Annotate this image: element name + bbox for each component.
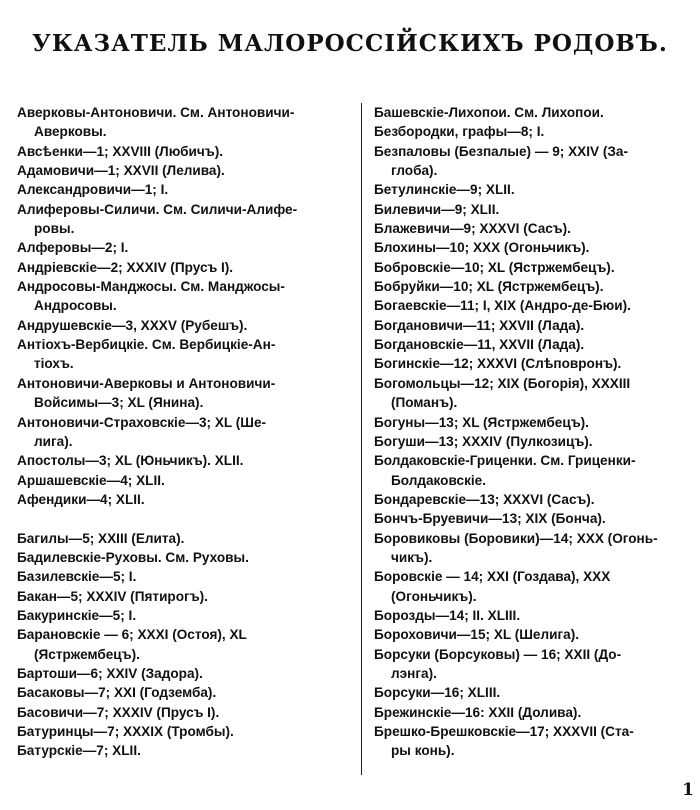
index-entry	[374, 606, 690, 625]
index-entry	[374, 451, 690, 490]
index-entry	[374, 122, 690, 141]
entry-continuation: лэнга).	[391, 665, 437, 681]
entry-line: Богдановскіе—11, XXVII (Лада).	[374, 337, 585, 353]
index-entry	[374, 432, 690, 451]
entry-line: Блажевичи—9; XXXVI (Сасъ).	[374, 221, 571, 237]
index-entry	[17, 471, 355, 490]
entry-continuation: тіохъ.	[34, 356, 74, 372]
index-entry	[17, 103, 355, 142]
entry-line: Аверковы-Антоновичи. См. Антоновичи-	[17, 105, 295, 120]
entry-line: Багилы—5; XXIII (Елита).	[17, 530, 185, 546]
index-entry	[17, 490, 355, 509]
index-entry	[374, 335, 690, 354]
index-entry	[17, 374, 355, 413]
entry-continuation: (Поманъ).	[391, 395, 458, 411]
index-entry	[374, 142, 690, 181]
entry-line: Антоновичи-Страховскіе—3; XL (Ше-	[17, 414, 267, 430]
right-column	[374, 103, 690, 761]
entry-continuation: глоба).	[391, 163, 438, 179]
entry-line: Бетулинскіе—9; XLII.	[374, 182, 515, 198]
index-entry	[17, 413, 355, 452]
index-entry	[374, 180, 690, 199]
index-entry	[17, 529, 355, 548]
entry-line: Басовичи—7; XXXIV (Прусъ I).	[17, 704, 220, 720]
entry-line: Болдаковскіе-Гриценки. См. Гриценки-	[374, 453, 636, 469]
entry-line: Боровскіе — 14; XXI (Гоздава), XXX	[374, 569, 611, 585]
index-entry	[374, 509, 690, 528]
index-entry	[17, 316, 355, 335]
entry-continuation: (Ястржембецъ).	[34, 646, 140, 662]
index-entry	[374, 103, 690, 122]
entry-line: Борсуки (Борсуковы) — 16; XXII (До-	[374, 646, 622, 662]
entry-continuation: (Огоньчикъ).	[391, 588, 477, 604]
index-entry	[374, 277, 690, 296]
entry-continuation: ры конь).	[391, 743, 455, 759]
entry-continuation: чикъ).	[391, 549, 433, 565]
index-entry	[17, 567, 355, 586]
index-entry	[17, 161, 355, 180]
entry-continuation: Андросовы.	[34, 298, 117, 314]
entry-line: Базилевскіе—5; I.	[17, 569, 137, 585]
entry-continuation: ровы.	[34, 221, 75, 237]
index-entry	[374, 354, 690, 373]
index-entry	[374, 625, 690, 644]
entry-line: Бадилевскіе-Руховы. См. Руховы.	[17, 549, 249, 565]
entry-line: Апостолы—3; XL (Юньчикъ). XLII.	[17, 453, 244, 469]
entry-line: Брежинскіе—16: XXII (Долива).	[374, 704, 582, 720]
entry-continuation: Войсимы—3; XL (Янина).	[34, 395, 204, 411]
index-entry	[17, 238, 355, 257]
entry-line: Богинскіе—12; XXXVI (Слѣповронъ).	[374, 356, 622, 372]
index-entry	[374, 703, 690, 722]
entry-line: Алферовы—2; I.	[17, 240, 129, 256]
index-entry	[374, 567, 690, 606]
index-entry	[17, 606, 355, 625]
entry-line: Алиферовы-Силичи. См. Силичи-Алифе-	[17, 201, 298, 217]
index-entry	[374, 413, 690, 432]
entry-line: Богдановичи—11; XXVII (Лада).	[374, 317, 585, 333]
section-gap	[17, 509, 355, 528]
entry-line: Батурскіе—7; XLII.	[17, 743, 141, 759]
index-entry	[374, 296, 690, 315]
index-entry	[17, 722, 355, 741]
entry-line: Барановскіе — 6; XXXI (Остоя), XL	[17, 627, 247, 643]
index-entry	[17, 180, 355, 199]
page-number: 1	[682, 780, 694, 800]
index-entry	[17, 664, 355, 683]
index-entry	[17, 683, 355, 702]
entry-line: Бончъ-Бруевичи—13; XIX (Бонча).	[374, 511, 606, 527]
entry-line: Бобровскіе—10; XL (Ястржембецъ).	[374, 259, 615, 275]
entry-line: Борсуки—16; XLIII.	[374, 685, 501, 701]
index-entry	[374, 645, 690, 684]
entry-continuation: лига).	[34, 433, 73, 449]
entry-line: Богомольцы—12; XIX (Богорія), XXXIII	[374, 375, 631, 391]
entry-line: Богуны—13; XL (Ястржембецъ).	[374, 414, 589, 430]
entry-line: Батуринцы—7; XXXIX (Тромбы).	[17, 724, 234, 739]
index-entry	[374, 529, 690, 568]
index-entry	[17, 703, 355, 722]
entry-line: Бакан—5; XXXIV (Пятирогъ).	[17, 588, 208, 604]
index-entry	[17, 741, 355, 760]
entry-line: Афендики—4; XLII.	[17, 491, 145, 507]
entry-line: Басаковы—7; XXI (Годземба).	[17, 685, 217, 701]
index-entry	[17, 258, 355, 277]
entry-line: Бондаревскіе—13; XXXVI (Сасъ).	[374, 491, 595, 507]
entry-line: Антіохъ-Вербицкіе. См. Вербицкіе-Ан-	[17, 337, 276, 353]
index-entry	[17, 142, 355, 161]
page-title: УКАЗАТЕЛЬ МАЛОРОССІЙСКИХЪ РОДОВЪ.	[32, 30, 668, 57]
entry-line: Брешко-Брешковскіе—17; XXXVII (Ста-	[374, 724, 634, 739]
entry-line: Билевичи—9; XLII.	[374, 201, 500, 217]
index-entry	[374, 258, 690, 277]
entry-line: Борозды—14; II. XLIII.	[374, 607, 521, 623]
index-entry	[17, 335, 355, 374]
index-entry	[374, 316, 690, 335]
entry-line: Аршашевскіе—4; XLII.	[17, 472, 165, 488]
index-entry	[17, 200, 355, 239]
entry-line: Бобруйки—10; XL (Ястржембецъ).	[374, 279, 604, 295]
index-entry	[374, 200, 690, 219]
entry-line: Богаевскіе—11; I, XIX (Андро-де-Бюи).	[374, 298, 631, 314]
index-entry	[374, 238, 690, 257]
entry-line: Богуши—13; XXXIV (Пулкозицъ).	[374, 433, 593, 449]
entry-line: Блохины—10; XXX (Огоньчикъ).	[374, 240, 590, 256]
entry-line: Авсѣенки—1; XXVIII (Любичъ).	[17, 143, 223, 159]
entry-line: Александровичи—1; I.	[17, 182, 169, 198]
entry-line: Андрушевскіе—3, XXXV (Рубешъ).	[17, 317, 248, 333]
left-column	[17, 103, 355, 761]
entry-line: Антоновичи-Аверковы и Антоновичи-	[17, 375, 276, 391]
entry-line: Адамовичи—1; XXVII (Лелива).	[17, 163, 225, 179]
entry-line: Башевскіе-Лихопои. См. Лихопои.	[374, 105, 604, 120]
index-entry	[17, 277, 355, 316]
index-entry	[374, 219, 690, 238]
index-entry	[374, 374, 690, 413]
index-entry	[17, 451, 355, 470]
index-entry	[374, 490, 690, 509]
index-entry	[17, 587, 355, 606]
entry-line: Безбородки, графы—8; I.	[374, 124, 545, 140]
entry-line: Бартоши—6; XXIV (Задора).	[17, 665, 203, 681]
entry-line: Андріевскіе—2; XXXIV (Прусъ I).	[17, 259, 234, 275]
entry-line: Боровиковы (Боровики)—14; XXX (Огонь-	[374, 530, 658, 546]
entry-continuation: Аверковы.	[34, 124, 107, 140]
entry-line: Безпаловы (Безпалые) — 9; XXIV (За-	[374, 143, 628, 159]
index-entry	[374, 722, 690, 761]
entry-line: Бороховичи—15; XL (Шелига).	[374, 627, 580, 643]
index-entry	[17, 625, 355, 664]
entry-line: Бакуринскіе—5; I.	[17, 607, 137, 623]
entry-line: Андросовы-Манджосы. См. Манджосы-	[17, 279, 285, 295]
column-divider	[361, 103, 362, 775]
index-entry	[374, 683, 690, 702]
entry-continuation: Болдаковскіе.	[391, 472, 486, 488]
index-entry	[17, 548, 355, 567]
